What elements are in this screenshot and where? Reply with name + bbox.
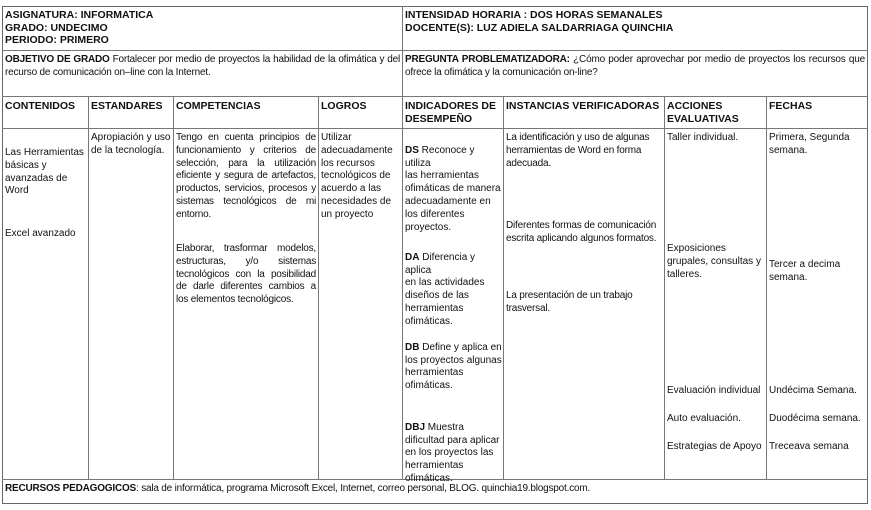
- col-header-instancias: INSTANCIAS VERIFICADORAS: [506, 100, 660, 112]
- indicador-db-text: Define y aplica en los proyectos algunas herramientas ofimáticas.: [405, 341, 502, 392]
- objetivo-cell: [5, 54, 400, 80]
- col-header-logros: LOGROS: [321, 100, 367, 112]
- indicador-db-code: DB: [405, 341, 420, 353]
- col-divider-logros: [318, 96, 319, 479]
- col-divider-competencias: [173, 96, 174, 479]
- indicador-ds: [405, 132, 502, 234]
- objetivo-label: OBJETIVO DE GRADO: [5, 54, 110, 65]
- indicador-dbj-code: DBJ: [405, 421, 426, 433]
- fecha-4: Duodécima semana.: [769, 413, 861, 424]
- col-divider-acciones: [664, 96, 665, 479]
- indicador-ds-code: DS: [405, 144, 419, 156]
- pregunta-text: ¿Cómo poder aprovechar por medio de proyectos los recursos que ofrece la ofimática y la comunicación on-line?: [405, 54, 865, 78]
- accion-evaluacion: Evaluación individual: [667, 385, 761, 396]
- accion-taller: Taller individual.: [667, 132, 739, 143]
- intensidad-horaria: INTENSIDAD HORARIA : DOS HORAS SEMANALES: [405, 9, 663, 21]
- logros-text: Utilizar adecuadamente los recursos tecnológicos de acuerdo a las necesidades de un proyecto: [321, 132, 393, 220]
- indicador-db: [405, 329, 502, 393]
- indicador-da: [405, 239, 502, 329]
- grado: GRADO: UNDECIMO: [5, 21, 108, 34]
- pregunta-cell: [405, 54, 865, 80]
- fecha-3: Undécima Semana.: [769, 385, 857, 396]
- fecha-2: Tercer a decima semana.: [769, 259, 841, 283]
- accion-autoevaluacion: Auto evaluación.: [667, 413, 741, 424]
- header-left: [5, 9, 400, 47]
- pregunta-label: PREGUNTA PROBLEMATIZADORA:: [405, 54, 570, 65]
- col-divider-instancias: [503, 96, 504, 479]
- col-header-acciones: ACCIONES EVALUATIVAS: [667, 100, 739, 125]
- recursos-text: : sala de informática, programa Microsoft Excel, Internet, correo personal, BLOG. quinchia19.blogspot.com.: [136, 483, 591, 494]
- indicador-dbj-text: Muestra dificultad para aplicar en los proyectos las herramientas ofimáticas.: [405, 421, 500, 484]
- competencias-p1: Tengo en cuenta principios de funcionamiento y criterios de selección, para la utilización eficiente y segura de artefactos, productos, servicios, procesos y sistemas tecnológicos de mi entorno.: [176, 132, 316, 220]
- competencias-p2: Elaborar, trasformar modelos, estructuras, y/o sistemas tecnológicos con la posibilidad de darle diferentes cambios a los elementos tecnológicos.: [176, 243, 316, 306]
- instancia-word: La identificación y uso de algunas herramientas de Word en forma adecuada.: [506, 132, 650, 169]
- col-header-indicadores: INDICADORES DE DESEMPEÑO: [405, 100, 497, 125]
- col-divider-estandares: [88, 96, 89, 479]
- row-divider-objetivo: [2, 96, 868, 97]
- fecha-5: Treceava semana: [769, 441, 849, 452]
- indicador-da-text: Diferencia y aplica en las actividades diseños de las herramientas ofimáticas.: [405, 251, 485, 327]
- recursos-label: RECURSOS PEDAGOGICOS: [5, 483, 137, 494]
- col-divider-main: [402, 6, 403, 479]
- objetivo-text: Fortalecer por medio de proyectos la habilidad de la ofimática y del recurso de comunicación on–line con la Internet.: [5, 54, 400, 78]
- accion-estrategias: Estrategias de Apoyo: [667, 441, 762, 452]
- row-divider-columns: [2, 128, 868, 129]
- col-header-contenidos: CONTENIDOS: [5, 100, 76, 112]
- col-header-estandares: ESTANDARES: [91, 100, 163, 112]
- docente: DOCENTE(S): LUZ ADIELA SALDARRIAGA QUINCHIA: [405, 21, 674, 34]
- col-header-competencias: COMPETENCIAS: [176, 100, 261, 112]
- row-divider-header: [2, 50, 868, 51]
- estandares-text: Apropiación y uso de la tecnología.: [91, 132, 171, 156]
- fecha-1: Primera, Segunda semana.: [769, 132, 850, 156]
- instancia-comunicacion: Diferentes formas de comunicación escrita aplicando algunos formatos.: [506, 220, 657, 244]
- indicador-dbj: [405, 409, 502, 486]
- col-header-fechas: FECHAS: [769, 100, 813, 112]
- periodo: PERIODO: PRIMERO: [5, 34, 109, 47]
- accion-exposiciones: Exposiciones grupales, consultas y talleres.: [667, 243, 761, 280]
- col-divider-fechas: [766, 96, 767, 479]
- asignatura: ASIGNATURA: INFORMATICA: [5, 9, 154, 21]
- indicador-ds-text: Reconoce y utiliza las herramientas ofimáticas de manera adecuadamente en los diferentes proyectos.: [405, 144, 501, 233]
- contenidos-item-word: Las Herramientas básicas y avanzadas de Word: [5, 147, 84, 197]
- recursos-row: [5, 483, 865, 496]
- indicador-da-code: DA: [405, 251, 420, 263]
- contenidos-item-excel: Excel avanzado: [5, 228, 76, 239]
- instancia-trabajo: La presentación de un trabajo trasversal.: [506, 290, 633, 314]
- header-right: [405, 9, 865, 34]
